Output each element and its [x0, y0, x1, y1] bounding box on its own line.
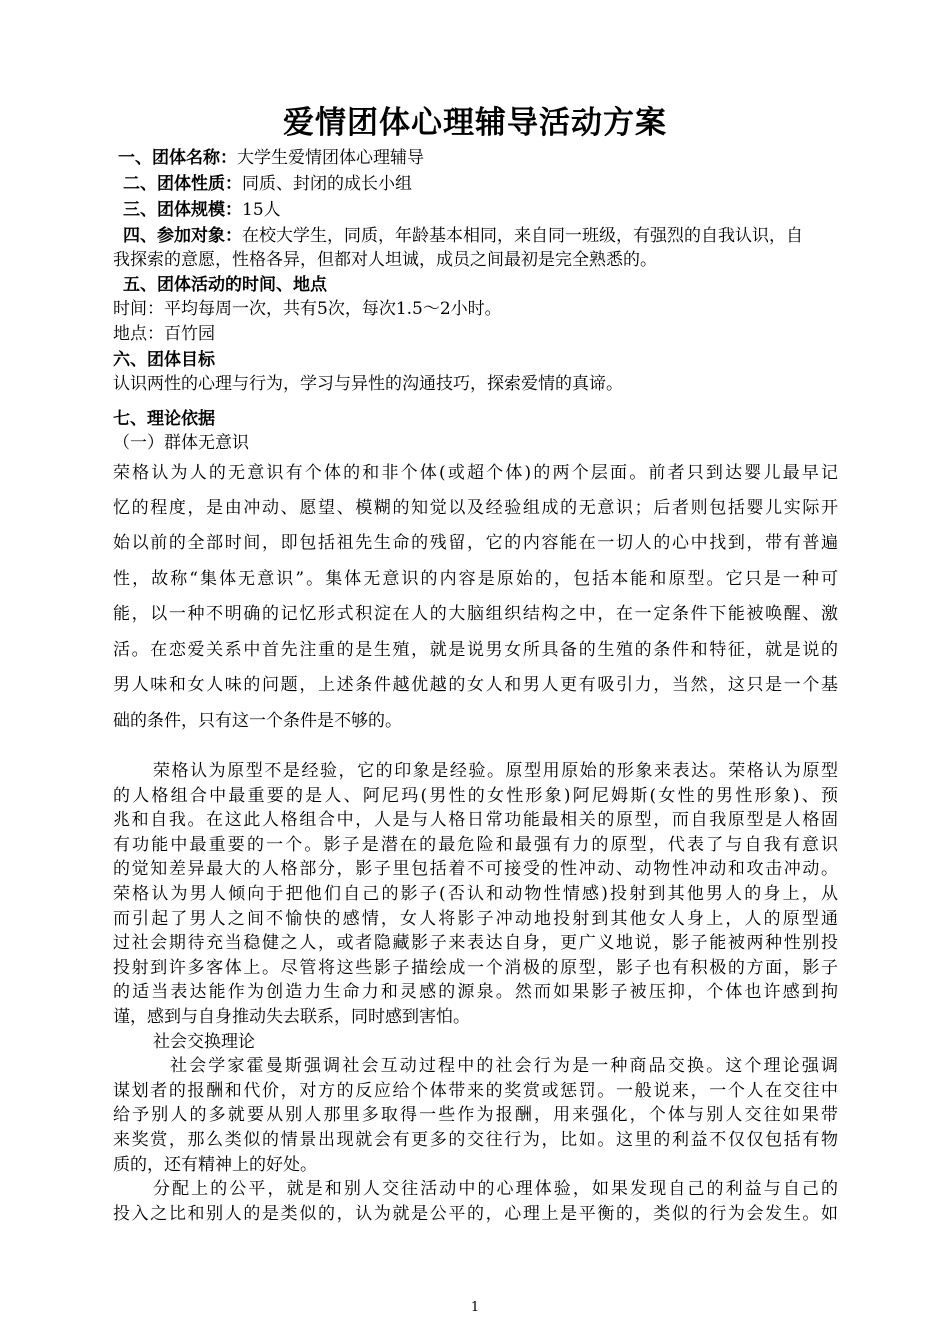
section-theory: 七、理论依据 [113, 409, 215, 429]
paragraph-line: 兆和自我。在这此人格组合中，人是与人格日常功能最相关的原型，而自我原型是人格固 [113, 810, 838, 830]
item-value: 同质、封闭的成长小组 [242, 174, 412, 194]
item-participants [123, 224, 803, 248]
paragraph-line: 础的条件，只有这一个条件是不够的。 [113, 711, 402, 731]
paragraph-line: 的适当表达能作为创造力生命力和灵感的源泉。然而如果影子被压抑，个体也许感到拘 [113, 982, 838, 1002]
subsection-collective-unconscious: （一）群体无意识 [113, 433, 249, 453]
paragraph-line: 的人格组合中最重要的是人、阿尼玛(男性的女性形象)阿尼姆斯(女性的男性形象)、预 [113, 786, 838, 806]
paragraph-line: 忆的程度，是由冲动、愿望、模糊的知觉以及经验组成的无意识；后者则包括婴儿实际开 [113, 498, 838, 518]
paragraph-line: 来奖赏，那么类似的情景出现就会有更多的交往行为，比如。这里的利益不仅仅包括有物 [113, 1130, 838, 1150]
paragraph-line: 过社会期待充当稳健之人，或者隐藏影子来表达自身，更广义地说，影子能被两种性别投 [113, 933, 838, 953]
subsection-social-exchange: 社会交换理论 [153, 1032, 255, 1052]
item-value: 15人 [242, 200, 281, 220]
item-group-size [123, 198, 281, 222]
section-goal: 六、团体目标 [113, 350, 215, 370]
paragraph-line: 分配上的公平，就是和别人交往活动中的心理体验，如果发现自己的利益与自己的 [153, 1179, 838, 1199]
item-group-name [118, 146, 424, 170]
item-group-nature [123, 172, 412, 196]
paragraph-line: 投入之比和别人的是类似的，认为就是公平的，心理上是平衡的，类似的行为会发生。如 [113, 1204, 838, 1224]
time-line: 时间：平均每周一次，共有5次，每次1.5～2小时。 [113, 299, 502, 319]
paragraph-line: 性，故称“集体无意识”。集体无意识的内容是原始的，包括本能和原型。它只是一种可 [113, 569, 838, 589]
paragraph-line: 而引起了男人之间不愉快的感情，女人将影子冲动地投射到其他女人身上，人的原型通 [113, 909, 838, 929]
goal-text: 认识两性的心理与行为，学习与异性的沟通技巧，探索爱情的真谛。 [113, 374, 623, 394]
place-line: 地点：百竹园 [113, 324, 215, 344]
paragraph-line: 投射到许多客体上。尽管将这些影子描绘成一个消极的原型，影子也有积极的方面，影子 [113, 958, 838, 978]
paragraph-line: 荣格认为男人倾向于把他们自己的影子(否认和动物性情感)投射到其他男人的身上，从 [113, 884, 838, 904]
item-value: 大学生爱情团体心理辅导 [237, 148, 424, 168]
item-label: 二、团体性质： [123, 174, 242, 194]
paragraph-line: 男人味和女人味的问题，上述条件越优越的女人和男人更有吸引力，当然，这只是一个基 [113, 675, 838, 695]
paragraph-line: 谋划者的报酬和代价，对方的反应给个体带来的奖赏或惩罚。一般说来，一个人在交往中 [113, 1081, 838, 1101]
item-participants-cont: 我探索的意愿，性格各异，但都对人坦诚，成员之间最初是完全熟悉的。 [113, 250, 657, 270]
paragraph-line: 谨，感到与自身推动失去联系，同时感到害怕。 [113, 1007, 470, 1027]
paragraph-line: 活。在恋爱关系中首先注重的是生殖，就是说男女所具备的生殖的条件和特征，就是说的 [113, 640, 838, 660]
paragraph-line: 质的，还有精神上的好处。 [113, 1155, 317, 1175]
paragraph-line: 始以前的全部时间，即包括祖先生命的残留，它的内容能在一切人的心中找到，带有普遍 [113, 533, 838, 553]
paragraph-line: 社会学家霍曼斯强调社会互动过程中的社会行为是一种商品交换。这个理论强调 [170, 1056, 838, 1076]
item-value: 在校大学生，同质，年龄基本相同，来自同一班级，有强烈的自我认识，自 [242, 226, 803, 246]
paragraph-line: 的觉知差异最大的人格部分，影子里包括着不可接受的性冲动、动物性冲动和攻击冲动。 [113, 859, 838, 879]
paragraph-line: 荣格认为原型不是经验，它的印象是经验。原型用原始的形象来表达。荣格认为原型 [153, 761, 838, 781]
item-label: 三、团体规模： [123, 200, 242, 220]
page-number: 1 [470, 1300, 480, 1315]
paragraph-line: 有功能中最重要的一个。影子是潜在的最危险和最强有力的原型，代表了与自我有意识 [113, 835, 838, 855]
item-label: 四、参加对象： [123, 226, 242, 246]
section-time-place: 五、团体活动的时间、地点 [123, 275, 327, 295]
document-title: 爱情团体心理辅导活动方案 [283, 105, 667, 141]
paragraph-line: 能，以一种不明确的记忆形式积淀在人的大脑组织结构之中，在一定条件下能被唤醒、激 [113, 604, 838, 624]
paragraph-line: 荣格认为人的无意识有个体的和非个体(或超个体)的两个层面。前者只到达婴儿最早记 [113, 463, 838, 483]
item-label: 一、团体名称： [118, 148, 237, 168]
paragraph-line: 给予别人的多就要从别人那里多取得一些作为报酬，用来强化，个体与别人交往如果带 [113, 1105, 838, 1125]
